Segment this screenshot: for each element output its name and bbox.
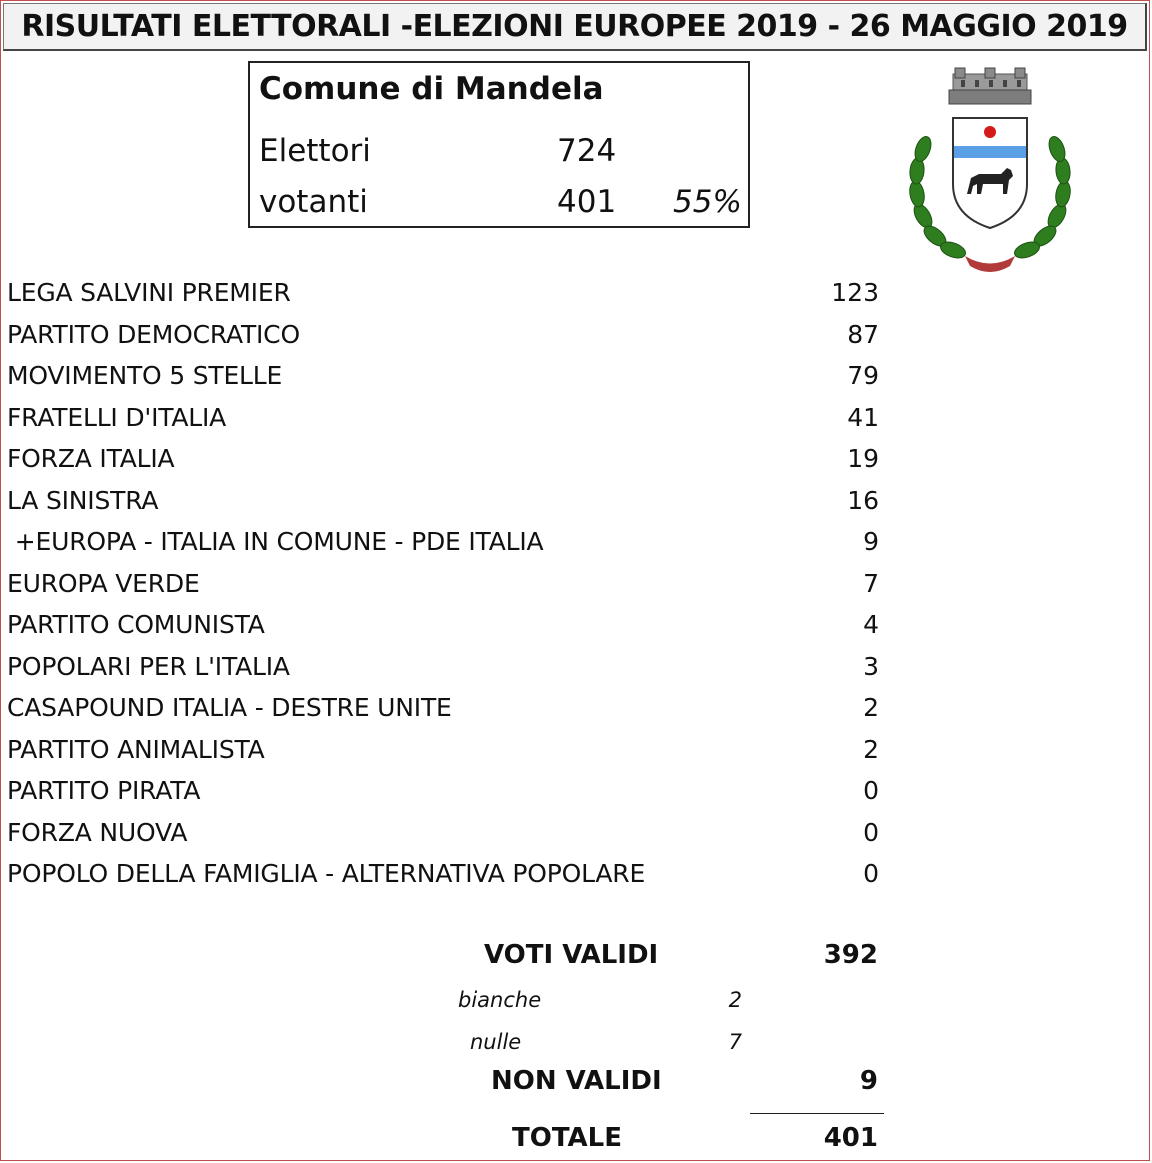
party-votes: 7 [863, 568, 879, 598]
turnout-label: votanti [259, 184, 368, 220]
party-row [0, 563, 900, 605]
municipal-coat-of-arms-icon [905, 66, 1075, 278]
total-divider [750, 1113, 884, 1114]
party-votes: 123 [831, 278, 879, 308]
invalid-votes-label: NON VALIDI [491, 1066, 662, 1096]
party-row [0, 853, 900, 895]
party-name: LA SINISTRA [7, 485, 159, 515]
party-name: FORZA NUOVA [7, 817, 188, 847]
party-name: PARTITO ANIMALISTA [7, 734, 265, 764]
party-votes: 4 [863, 610, 879, 640]
party-row [0, 438, 900, 480]
party-name: PARTITO PIRATA [7, 776, 201, 806]
party-votes: 9 [863, 527, 879, 557]
party-votes: 79 [847, 361, 879, 391]
party-name: POPOLARI PER L'ITALIA [7, 651, 290, 681]
party-votes: 0 [863, 817, 879, 847]
municipality-name: Comune di Mandela [259, 71, 604, 107]
party-row [0, 480, 900, 522]
party-votes: 87 [847, 319, 879, 349]
party-name: PARTITO DEMOCRATICO [7, 319, 300, 349]
invalid-votes-value: 9 [859, 1066, 878, 1096]
page-title [3, 3, 1147, 51]
party-votes: 16 [847, 485, 879, 515]
party-row [0, 604, 900, 646]
turnout-row [259, 184, 742, 220]
voters-row [259, 133, 739, 169]
party-name: EUROPA VERDE [7, 568, 200, 598]
party-name: PARTITO COMUNISTA [7, 610, 265, 640]
party-row [0, 812, 900, 854]
party-votes: 0 [863, 776, 879, 806]
blank-ballots-value: 2 [728, 988, 742, 1012]
municipality-info-box [248, 61, 750, 228]
party-votes: 19 [847, 444, 879, 474]
party-votes: 2 [863, 734, 879, 764]
party-votes: 2 [863, 693, 879, 723]
party-results-list [0, 272, 900, 895]
voters-value: 724 [557, 133, 617, 169]
party-row [0, 272, 900, 314]
null-ballots-value: 7 [728, 1030, 742, 1054]
party-votes: 41 [847, 402, 879, 432]
total-label: TOTALE [512, 1123, 623, 1153]
valid-votes-value: 392 [823, 940, 878, 970]
page-title-text: RISULTATI ELETTORALI -ELEZIONI EUROPEE 2019 - 26 MAGGIO 2019 [21, 9, 1128, 44]
party-votes: 3 [863, 651, 879, 681]
party-name: LEGA SALVINI PREMIER [7, 278, 291, 308]
party-row [0, 729, 900, 771]
null-ballots-label: nulle [470, 1030, 522, 1054]
party-row [0, 397, 900, 439]
party-name: +EUROPA - ITALIA IN COMUNE - PDE ITALIA [7, 527, 544, 557]
party-row [0, 355, 900, 397]
party-votes: 0 [863, 859, 879, 889]
party-name: MOVIMENTO 5 STELLE [7, 361, 283, 391]
party-row [0, 770, 900, 812]
party-name: CASAPOUND ITALIA - DESTRE UNITE [7, 693, 452, 723]
party-name: POPOLO DELLA FAMIGLIA - ALTERNATIVA POPOLARE [7, 859, 646, 889]
total-value: 401 [823, 1123, 878, 1153]
party-row [0, 314, 900, 356]
valid-votes-label: VOTI VALIDI [484, 940, 659, 970]
voters-label: Elettori [259, 133, 371, 169]
party-row [0, 687, 900, 729]
party-row [0, 646, 900, 688]
turnout-percentage: 55% [673, 184, 742, 220]
party-name: FORZA ITALIA [7, 444, 175, 474]
party-row [0, 521, 900, 563]
turnout-value: 401 [557, 184, 617, 220]
blank-ballots-label: bianche [458, 988, 542, 1012]
party-name: FRATELLI D'ITALIA [7, 402, 227, 432]
